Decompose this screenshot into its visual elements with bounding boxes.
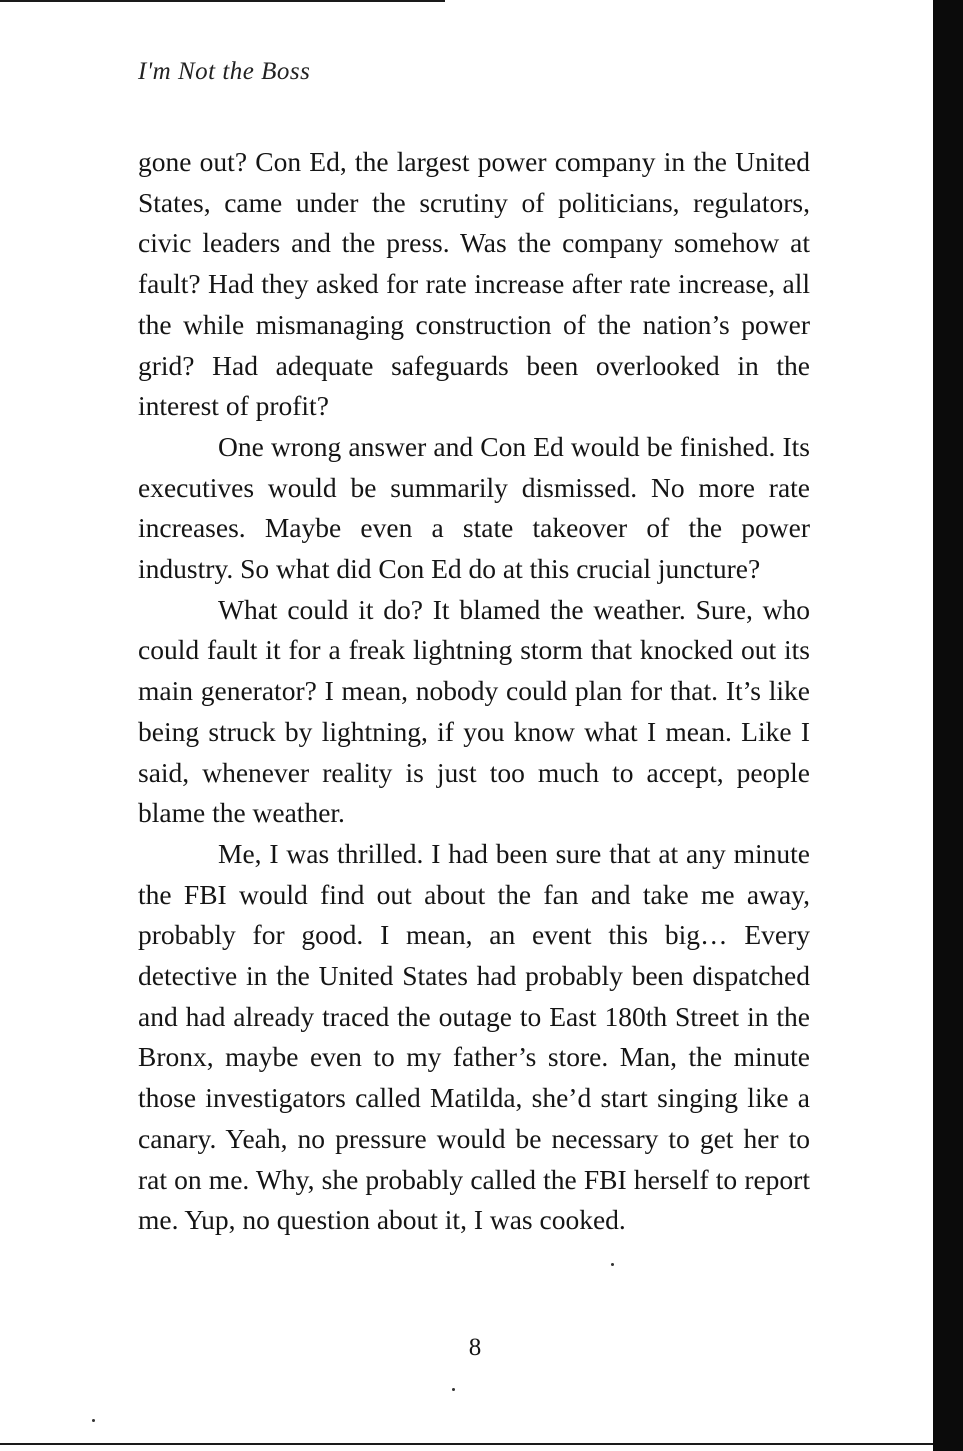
paragraph-4: Me, I was thrilled. I had been sure that at any minute the FBI would find out about the fan and take me away, probably for good. I mean, an event this big… Every detective in the United States had probably been dispatched and had already traced the outage to East 180th Street in the Bronx, maybe even to my father’s store. Man, the minute those investigators called Matilda, she’d start singing like a canary. Yeah, no pressure would be necessary to get her to rat on me. Why, she probably called the FBI herself to report me. Yup, no question about it, I was cooked. xyxy=(138,837,810,1236)
scan-speck xyxy=(452,1388,455,1391)
paragraph-1: gone out? Con Ed, the largest power company in the United States, came under the scrutiny of politicians, regulators, civic leaders and the press. Was the company somehow at fault? Had they asked for rate increase after rate increase, all the while mismanaging construction of the nation’s power grid? Had adequate safeguards been overlooked in the interest of profit? xyxy=(138,146,810,422)
scan-edge-shadow xyxy=(933,0,963,1451)
scan-speck xyxy=(92,1419,95,1422)
bottom-scan-rule xyxy=(0,1443,933,1445)
body-text xyxy=(138,142,810,1241)
scan-speck xyxy=(611,1263,614,1266)
paragraph-2: One wrong answer and Con Ed would be finished. Its executives would be summarily dismissed. No more rate increases. Maybe even a state takeover of the power industry. So what did Con Ed do at this crucial juncture? xyxy=(138,430,810,585)
paragraph-3: What could it do? It blamed the weather. Sure, who could fault it for a freak lightning storm that knocked out its main generator? I mean, nobody could plan for that. It’s like being struck by lightning, if you know what I mean. Like I said, whenever reality is just too much to accept, people blame the weather. xyxy=(138,593,810,829)
page-number: 8 xyxy=(468,1334,482,1361)
running-head: I'm Not the Boss xyxy=(138,58,311,85)
top-scan-rule xyxy=(0,0,445,2)
